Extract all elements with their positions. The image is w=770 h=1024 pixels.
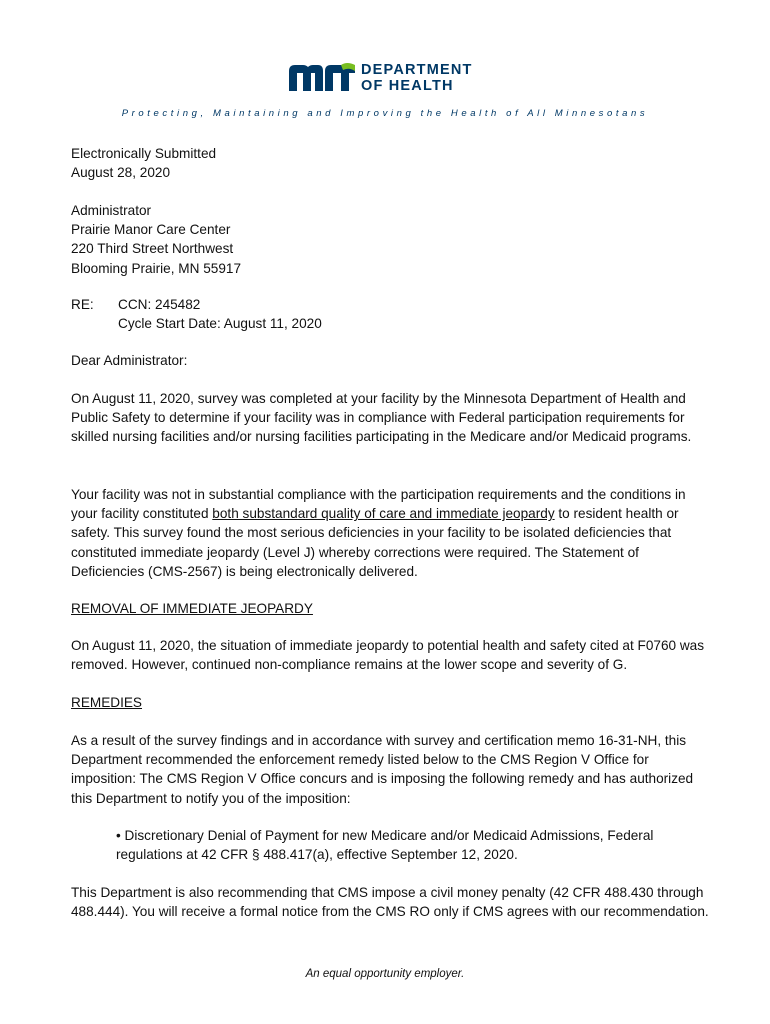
submission-block — [71, 144, 711, 182]
recipient-address — [71, 201, 711, 278]
bullet-text: • Discretionary Denial of Payment for new Medicare and/or Medicaid Admissions, Federal regulations at 42 CFR § 488.417(a), effective September 12, 2020. — [116, 828, 654, 863]
paragraph-remedies — [71, 731, 711, 808]
remedy-bullet — [116, 826, 676, 864]
paragraph-text: This Department is also recommending that CMS impose a civil money penalty (42 CFR 488.430 through 488.444). You will receive a formal notice from the CMS RO only if CMS agrees with our recommendation. — [71, 885, 709, 920]
paragraph-text: On August 11, 2020, the situation of immediate jeopardy to potential health and safety cited at F0760 was removed. However, continued non-compliance remains at the lower scope and severity of G. — [71, 638, 705, 673]
address-line: Prairie Manor Care Center — [71, 222, 231, 238]
mn-logo-icon — [289, 62, 355, 92]
address-line: Blooming Prairie, MN 55917 — [71, 260, 242, 276]
text-run: to resident health or safety. This survey found the most serious deficiencies in your facility to be isolated deficiencies that constituted immediate jeopardy (Level J) whereby corrections were required. The Statement of Deficiencies (CMS-2567) is being electronically delivered. — [71, 506, 679, 579]
salutation-text: Dear Administrator: — [71, 353, 188, 368]
salutation — [71, 351, 711, 370]
paragraph-penalty — [71, 883, 711, 921]
re-line: Cycle Start Date: August 11, 2020 — [118, 316, 322, 332]
logo-line-1: DEPARTMENT — [361, 62, 473, 78]
address-line: Administrator — [71, 203, 152, 218]
footer: An equal opportunity employer. — [305, 968, 465, 980]
heading-removal — [71, 599, 711, 618]
re-label: RE: — [71, 297, 94, 312]
mdh-logo — [289, 62, 489, 96]
paragraph-text — [71, 485, 711, 581]
paragraph-text: As a result of the survey findings and in accordance with survey and certification memo 16-31-NH, this Department recommended the enforcement remedy listed below to the CMS Region V Office for imposition: The CMS Region V Office concurs and is imposing the following remedy and has authorized this Department to notify you of the imposition: — [71, 733, 694, 806]
emphasized-text: both substandard quality of care and immediate jeopardy — [212, 506, 555, 522]
paragraph-text: On August 11, 2020, survey was completed at your facility by the Minnesota Department of Health and Public Safety to determine if your facility was in compliance with Federal participation requirements for skilled nursing facilities and/or nursing facilities participating in the Medicare and/or Medicaid programs. — [71, 391, 692, 445]
submission-method: Electronically Submitted — [71, 146, 217, 161]
logo-wordmark — [361, 62, 473, 94]
heading-remedies — [71, 693, 711, 712]
re-line: CCN: 245482 — [118, 297, 201, 312]
logo-line-2: OF HEALTH — [361, 78, 454, 94]
letter-date: August 28, 2020 — [71, 165, 171, 181]
paragraph-survey — [71, 389, 711, 447]
paragraph-compliance — [71, 485, 711, 581]
section-heading: REMOVAL OF IMMEDIATE JEOPARDY — [71, 601, 313, 616]
section-heading: REMEDIES — [71, 695, 143, 710]
paragraph-removal — [71, 636, 711, 674]
text-run: Your facility was not in substantial compliance with the participation requirements and the conditions in your facility constituted — [71, 487, 686, 522]
address-line: 220 Third Street Northwest — [71, 241, 234, 257]
tagline: Protecting, Maintaining and Improving the Health of All Minnesotans — [121, 108, 649, 119]
re-block — [71, 295, 711, 333]
